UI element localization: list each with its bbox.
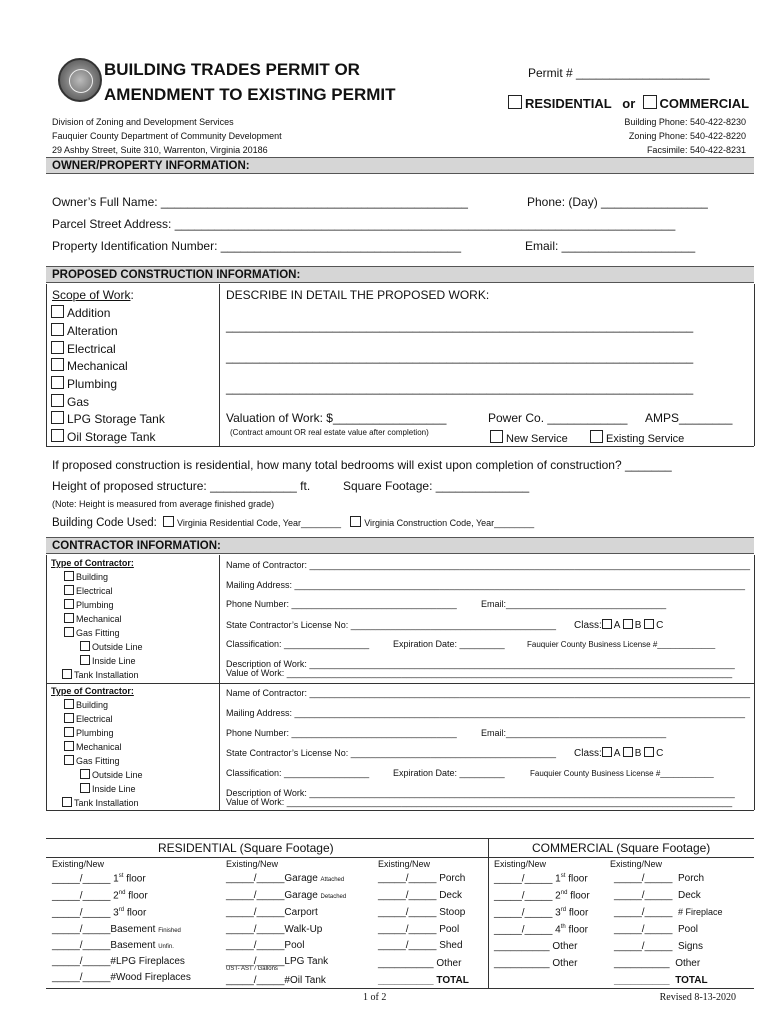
contractor2-class-c-checkbox[interactable] bbox=[644, 747, 654, 757]
com-4th-floor[interactable]: _____/_____ 4th floor bbox=[494, 924, 588, 936]
owner-section-header: OWNER/PROPERTY INFORMATION: bbox=[46, 157, 754, 174]
res-stoop[interactable]: _____/_____ Stoop bbox=[378, 907, 466, 918]
res-lpg-fireplaces[interactable]: _____/_____#LPG Fireplaces bbox=[52, 956, 185, 967]
contractor2-classification[interactable]: Classification: _________________ bbox=[226, 768, 370, 778]
sqft-title-rule bbox=[46, 857, 754, 858]
contractor2-outside-checkbox[interactable] bbox=[80, 769, 90, 779]
contractor-mid-rule bbox=[46, 683, 754, 684]
commercial-label: COMMERCIAL bbox=[659, 96, 750, 111]
or-label: or bbox=[622, 96, 636, 111]
com-other-2[interactable]: __________ Other bbox=[494, 958, 578, 969]
contractor1-type-label: Type of Contractor: bbox=[51, 558, 134, 568]
contractor1-mailing[interactable]: Mailing Address: __________________________________________________________________________________________ bbox=[226, 580, 746, 590]
contractor1-name[interactable]: Name of Contractor: ________________________________________________________________________________________ bbox=[226, 560, 751, 570]
address-text: 29 Ashby Street, Suite 310, Warrenton, Virginia 20186 bbox=[52, 145, 268, 155]
height-field[interactable]: Height of proposed structure: _____________ ft. bbox=[52, 479, 311, 493]
contractor2-inside-checkbox[interactable] bbox=[80, 783, 90, 793]
scope-gas-checkbox[interactable] bbox=[51, 394, 64, 407]
sqft-top-rule bbox=[46, 838, 754, 839]
zoning-phone: Zoning Phone: 540-422-8220 bbox=[628, 131, 746, 141]
scope-divider bbox=[219, 284, 220, 446]
contractor2-expiration[interactable]: Expiration Date: _________ bbox=[393, 768, 505, 778]
contractor1-mechanical-checkbox[interactable] bbox=[64, 613, 74, 623]
va-construction-checkbox[interactable] bbox=[350, 516, 361, 527]
col1-header: Existing/New bbox=[52, 859, 105, 869]
scope-of-work-label: Scope of Work: bbox=[52, 288, 134, 302]
com-signs[interactable]: _____/_____ Signs bbox=[614, 941, 703, 952]
contractor1-outside-checkbox[interactable] bbox=[80, 641, 90, 651]
construction-left-rule bbox=[46, 284, 47, 446]
permit-number-field[interactable]: Permit # ____________________ bbox=[528, 66, 710, 80]
describe-line-3[interactable]: ______________________________________________________________________ bbox=[226, 381, 694, 395]
facsimile: Facsimile: 540-422-8231 bbox=[646, 145, 746, 155]
contractor1-business-license[interactable]: Fauquier County Business License #_____________ bbox=[527, 640, 716, 649]
res-2nd-floor[interactable]: _____/_____ 2nd floor bbox=[52, 890, 148, 902]
contractor1-class-b-checkbox[interactable] bbox=[623, 619, 633, 629]
contractor1-tank[interactable]: Tank Installation bbox=[62, 669, 139, 680]
contractor1-inside-line[interactable]: Inside Line bbox=[80, 655, 136, 666]
res-total[interactable]: __________ TOTAL bbox=[378, 975, 469, 986]
res-pool-2[interactable]: _____/_____Pool bbox=[226, 940, 305, 951]
contractor2-class-a-checkbox[interactable] bbox=[602, 747, 612, 757]
contractor1-tank-checkbox[interactable] bbox=[62, 669, 72, 679]
commercial-checkbox[interactable] bbox=[643, 95, 657, 109]
residential-label: RESIDENTIAL bbox=[525, 96, 612, 111]
contractor1-class: Class: A B C bbox=[574, 620, 664, 631]
owner-name-field[interactable]: Owner’s Full Name: ______________________________________________ bbox=[52, 195, 468, 209]
code-used-label: Building Code Used: bbox=[52, 517, 157, 529]
com-2nd-floor[interactable]: _____/_____ 2nd floor bbox=[494, 890, 590, 902]
res-basement-unfin[interactable]: _____/_____Basement Unfin. bbox=[52, 940, 174, 951]
contractor2-email[interactable]: Email:________________________________ bbox=[481, 728, 667, 738]
contractor2-mechanical-checkbox[interactable] bbox=[64, 741, 74, 751]
com-deck[interactable]: _____/_____ Deck bbox=[614, 890, 701, 901]
contractor2-tank[interactable]: Tank Installation bbox=[62, 797, 139, 808]
contractor1-plumbing[interactable]: Plumbing bbox=[64, 599, 114, 610]
contractor2-plumbing-checkbox[interactable] bbox=[64, 727, 74, 737]
contractor2-electrical-checkbox[interactable] bbox=[64, 713, 74, 723]
va-residential-checkbox[interactable] bbox=[163, 516, 174, 527]
contractor2-business-license[interactable]: Fauquier County Business License #____________ bbox=[530, 769, 714, 778]
amps-field[interactable]: AMPS________ bbox=[645, 411, 733, 425]
contractor2-license[interactable]: State Contractor’s License No: _________________________________________ bbox=[226, 748, 556, 758]
col2-header: Existing/New bbox=[226, 859, 279, 869]
contractor1-email[interactable]: Email:________________________________ bbox=[481, 599, 667, 609]
height-note: (Note: Height is measured from average finished grade) bbox=[52, 499, 275, 509]
contractor2-outside-line[interactable]: Outside Line bbox=[80, 769, 143, 780]
res-basement-finished[interactable]: _____/_____Basement Finished bbox=[52, 924, 181, 935]
contractor1-building[interactable]: Building bbox=[64, 571, 108, 582]
contractor1-phone[interactable]: Phone Number: _________________________________ bbox=[226, 599, 457, 609]
describe-line-1[interactable]: ______________________________________________________________________ bbox=[226, 319, 694, 333]
contractor1-plumbing-checkbox[interactable] bbox=[64, 599, 74, 609]
contractor2-electrical[interactable]: Electrical bbox=[64, 713, 113, 724]
commercial-sqft-title: COMMERCIAL (Square Footage) bbox=[532, 841, 711, 855]
describe-label: DESCRIBE IN DETAIL THE PROPOSED WORK: bbox=[226, 288, 490, 302]
scope-electrical-checkbox[interactable] bbox=[51, 341, 64, 354]
ust-ast-note: UST- AST / Gallons bbox=[226, 966, 278, 972]
bedrooms-question[interactable]: If proposed construction is residential, how many total bedrooms will exist upon completion of construction? _______ bbox=[52, 458, 672, 472]
parcel-address-field[interactable]: Parcel Street Address: ___________________________________________________________________________ bbox=[52, 217, 676, 231]
contractor2-building[interactable]: Building bbox=[64, 699, 108, 710]
com-porch[interactable]: _____/_____ Porch bbox=[614, 873, 705, 884]
new-service-option[interactable]: New Service bbox=[490, 430, 568, 445]
contractor1-electrical-checkbox[interactable] bbox=[64, 585, 74, 595]
va-construction-label: Virginia Construction Code, Year________ bbox=[364, 518, 535, 528]
contractor1-class-c-checkbox[interactable] bbox=[644, 619, 654, 629]
com-fireplace[interactable]: _____/_____ # Fireplace bbox=[614, 907, 723, 918]
contractor1-building-checkbox[interactable] bbox=[64, 571, 74, 581]
contractor2-gas-checkbox[interactable] bbox=[64, 755, 74, 765]
scope-oil-tank[interactable]: Oil Storage Tank bbox=[51, 429, 156, 444]
contractor2-inside-line[interactable]: Inside Line bbox=[80, 783, 136, 794]
power-co-field[interactable]: Power Co. ____________ bbox=[488, 411, 628, 425]
scope-mechanical-checkbox[interactable] bbox=[51, 358, 64, 371]
contractor1-expiration[interactable]: Expiration Date: _________ bbox=[393, 639, 505, 649]
contractor2-plumbing[interactable]: Plumbing bbox=[64, 727, 114, 738]
contractor2-type-label: Type of Contractor: bbox=[51, 686, 134, 696]
construction-bottom-rule bbox=[46, 446, 754, 447]
scope-mechanical[interactable]: Mechanical bbox=[51, 358, 128, 373]
valuation-field[interactable]: Valuation of Work: $_________________ bbox=[226, 411, 447, 425]
res-deck[interactable]: _____/_____ Deck bbox=[378, 890, 462, 901]
existing-service-option[interactable]: Existing Service bbox=[590, 430, 684, 445]
code-used-row bbox=[52, 516, 534, 529]
county-seal bbox=[58, 58, 102, 102]
contractor2-name[interactable]: Name of Contractor: ________________________________________________________________________________________ bbox=[226, 688, 751, 698]
contractor1-license[interactable]: State Contractor’s License No: _________________________________________ bbox=[226, 620, 556, 630]
owner-phone-field[interactable]: Phone: (Day) ________________ bbox=[527, 195, 708, 209]
contractor2-building-checkbox[interactable] bbox=[64, 699, 74, 709]
contractor1-electrical[interactable]: Electrical bbox=[64, 585, 113, 596]
new-service-checkbox[interactable] bbox=[490, 430, 503, 443]
title-line-2: AMENDMENT TO EXISTING PERMIT bbox=[104, 85, 396, 104]
existing-service-checkbox[interactable] bbox=[590, 430, 603, 443]
contractor2-class: Class: A B C bbox=[574, 748, 664, 759]
contractor2-value[interactable]: Value of Work: _________________________________________________________________________________________ bbox=[226, 797, 733, 807]
contractor1-outside-line[interactable]: Outside Line bbox=[80, 641, 143, 652]
contractor1-class-a-checkbox[interactable] bbox=[602, 619, 612, 629]
valuation-note: (Contract amount OR real estate value after completion) bbox=[230, 428, 429, 437]
contractor1-value[interactable]: Value of Work: _________________________________________________________________________________________ bbox=[226, 668, 733, 678]
res-pool[interactable]: _____/_____ Pool bbox=[378, 924, 460, 935]
res-walk-up[interactable]: _____/_____Walk-Up bbox=[226, 924, 323, 935]
contractor2-mechanical[interactable]: Mechanical bbox=[64, 741, 122, 752]
res-wood-fireplaces[interactable]: _____/_____#Wood Fireplaces bbox=[52, 972, 191, 983]
contractor-section-header: CONTRACTOR INFORMATION: bbox=[46, 537, 754, 554]
scope-plumbing[interactable]: Plumbing bbox=[51, 376, 117, 391]
scope-lpg-tank[interactable]: LPG Storage Tank bbox=[51, 411, 165, 426]
res-garage-detached[interactable]: _____/_____Garage Detached bbox=[226, 890, 347, 901]
contractor1-classification[interactable]: Classification: _________________ bbox=[226, 639, 370, 649]
sqft-bottom-rule bbox=[46, 988, 754, 989]
contractor2-class-b-checkbox[interactable] bbox=[623, 747, 633, 757]
scope-gas[interactable]: Gas bbox=[51, 394, 89, 409]
res-oil-tank[interactable]: _____/_____#Oil Tank bbox=[226, 975, 326, 986]
contractor-right-rule bbox=[754, 555, 755, 810]
sqft-divider bbox=[488, 838, 489, 988]
title-line-1: BUILDING TRADES PERMIT OR bbox=[104, 60, 360, 79]
scope-alteration-checkbox[interactable] bbox=[51, 323, 64, 336]
page-number: 1 of 2 bbox=[363, 992, 387, 1003]
res-lpg-tank[interactable]: _____/_____LPG Tank bbox=[226, 956, 329, 967]
revised-date: Revised 8-13-2020 bbox=[659, 992, 736, 1003]
construction-section-header: PROPOSED CONSTRUCTION INFORMATION: bbox=[46, 266, 754, 283]
com-pool[interactable]: _____/_____ Pool bbox=[614, 924, 698, 935]
com-other[interactable]: __________ Other bbox=[614, 958, 701, 969]
res-carport[interactable]: _____/_____Carport bbox=[226, 907, 318, 918]
scope-addition-checkbox[interactable] bbox=[51, 305, 64, 318]
contractor1-inside-checkbox[interactable] bbox=[80, 655, 90, 665]
res-1st-floor[interactable]: _____/_____ 1st floor bbox=[52, 873, 146, 885]
scope-electrical[interactable]: Electrical bbox=[51, 341, 116, 356]
residential-checkbox[interactable] bbox=[508, 95, 522, 109]
contractor-bottom-rule bbox=[46, 810, 754, 811]
contractor2-description[interactable]: Description of Work: _____________________________________________________________________________________ bbox=[226, 788, 735, 798]
com-3rd-floor[interactable]: _____/_____ 3rd floor bbox=[494, 907, 589, 919]
col3-header: Existing/New bbox=[378, 859, 431, 869]
owner-email-field[interactable]: Email: ____________________ bbox=[525, 239, 696, 253]
contractor1-mechanical[interactable]: Mechanical bbox=[64, 613, 122, 624]
res-porch[interactable]: _____/_____ Porch bbox=[378, 873, 466, 884]
res-3rd-floor[interactable]: _____/_____ 3rd floor bbox=[52, 907, 147, 919]
col4-header: Existing/New bbox=[494, 859, 547, 869]
residential-sqft-title: RESIDENTIAL (Square Footage) bbox=[158, 841, 334, 855]
scope-addition[interactable]: Addition bbox=[51, 305, 110, 320]
contractor2-gas-fitting[interactable]: Gas Fitting bbox=[64, 755, 120, 766]
contractor2-tank-checkbox[interactable] bbox=[62, 797, 72, 807]
col5-header: Existing/New bbox=[610, 859, 663, 869]
square-footage-field[interactable]: Square Footage: ______________ bbox=[343, 479, 530, 493]
contractor1-gas-fitting[interactable]: Gas Fitting bbox=[64, 627, 120, 638]
building-phone: Building Phone: 540-422-8230 bbox=[624, 117, 746, 127]
permit-type-row bbox=[508, 95, 749, 111]
scope-alteration[interactable]: Alteration bbox=[51, 323, 118, 338]
scope-oil-checkbox[interactable] bbox=[51, 429, 64, 442]
res-other[interactable]: __________ Other bbox=[378, 958, 462, 969]
department-text: Fauquier County Department of Community Development bbox=[52, 131, 282, 141]
construction-right-rule bbox=[754, 284, 755, 446]
pin-field[interactable]: Property Identification Number: ____________________________________ bbox=[52, 239, 462, 253]
com-total[interactable]: __________ TOTAL bbox=[614, 975, 708, 986]
describe-line-2[interactable]: ______________________________________________________________________ bbox=[226, 350, 694, 364]
contractor1-gas-checkbox[interactable] bbox=[64, 627, 74, 637]
division-text: Division of Zoning and Development Services bbox=[52, 117, 234, 127]
res-garage-attached[interactable]: _____/_____Garage Attached bbox=[226, 873, 345, 884]
va-residential-label: Virginia Residential Code, Year________ bbox=[177, 518, 342, 528]
contractor2-mailing[interactable]: Mailing Address: __________________________________________________________________________________________ bbox=[226, 708, 746, 718]
scope-lpg-checkbox[interactable] bbox=[51, 411, 64, 424]
contractor1-description[interactable]: Description of Work: _____________________________________________________________________________________ bbox=[226, 659, 735, 669]
res-shed[interactable]: _____/_____ Shed bbox=[378, 940, 463, 951]
scope-plumbing-checkbox[interactable] bbox=[51, 376, 64, 389]
contractor2-phone[interactable]: Phone Number: _________________________________ bbox=[226, 728, 457, 738]
com-other-1[interactable]: __________ Other bbox=[494, 941, 578, 952]
com-1st-floor[interactable]: _____/_____ 1st floor bbox=[494, 873, 588, 885]
